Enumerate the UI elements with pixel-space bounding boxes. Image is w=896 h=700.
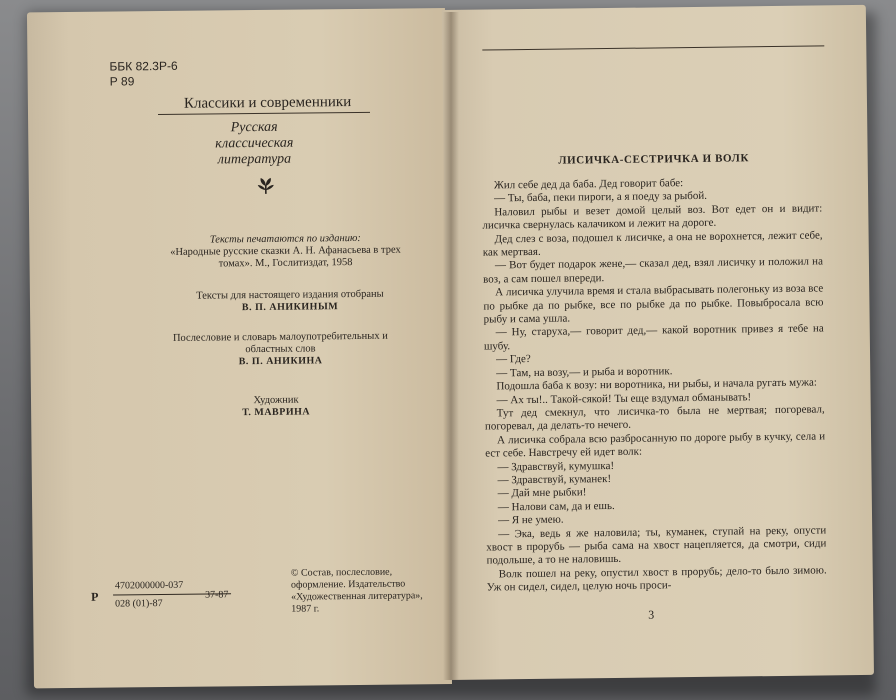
afterword-label: Послесловие и словарь малоупотребительных и областных слов [172, 330, 388, 356]
story-paragraph: — Дай мне рыбки! [497, 486, 587, 500]
source-text: «Народные русские сказки А. Н. Афанасьева в трех томах». М., Гослитиздат, 1958 [170, 244, 401, 270]
story-paragraph: А лисичка улучила время и стала выбрасывать полегоньку из воза все по рыбке да по рыбке, все по рыбке да по рыбке. Повыбросала всю рыбу и сама ушла. [483, 282, 824, 326]
story-paragraph: Дед слез с воза, подошел к лисичке, а она не ворохнется, лежит себе, как мертвая. [482, 229, 823, 259]
selection-label: Тексты для настоящего издания отобраны [196, 288, 384, 302]
book-gutter [443, 12, 459, 680]
bbk-code [109, 59, 177, 90]
story-paragraph: — Я не умею. [497, 513, 564, 527]
story-paragraph: Волк пошел на реку, опустил хвост в прорубь; дело-то было зимою. Уж он сидел, сидел, целую ночь проси- [486, 564, 827, 594]
catalog-letter: Р [90, 589, 99, 604]
story-paragraph: — Здравствуй, куманек! [497, 472, 612, 487]
story-paragraph: — Эка, ведь я же наловила; ты, куманек, ступай на реку, опусти хвост в прорубь — рыба сама на хвост нацепляется, да смотри, сиди подольше, а то не наловишь. [486, 523, 827, 567]
story-paragraph: — Ах ты!.. Такой-сякой! Ты еще вздумал обманывать! [496, 390, 752, 406]
story-paragraph: Жил себе дед да баба. Дед говорит бабе: [493, 177, 684, 192]
artist-credit [201, 394, 351, 420]
selection-name: В. П. АНИКИНЫМ [241, 301, 339, 314]
catalog-number-bottom: 028 (01)-87 [115, 598, 163, 610]
catalog-number-right: 37-87 [204, 589, 229, 601]
afterword-credit [160, 331, 400, 370]
story-paragraph: — Здравствуй, кумушка! [497, 459, 615, 473]
artist-name: Т. МАВРИНА [242, 406, 311, 419]
story-paragraph: — Налови сам, да и ешь. [497, 499, 615, 514]
story-paragraph: — Где? [496, 353, 531, 366]
leaf-emblem-icon [255, 176, 277, 201]
copyright-note: © Состав, послесловие, оформление. Издательство «Художественная литература», 1987 г. [290, 566, 423, 615]
afterword-name: В. П. АНИКИНА [238, 355, 323, 368]
story-paragraph: — Ты, баба, пеки пироги, а я поеду за рыбой. [494, 190, 708, 205]
story-paragraph: Наловил рыбы и везет домой целый воз. Вот едет он и видит: лисичка свернулась калачиком и лежит на дороге. [482, 202, 823, 232]
story-paragraph: — Ну, старуха,— говорит дед,— какой воротник привез я тебе на шубу. [483, 322, 824, 353]
series-title: Классики и современники [183, 94, 352, 112]
header-rule [482, 45, 824, 50]
source-heading: Тексты печатаются по изданию: [209, 232, 361, 246]
story-paragraph: — Вот будет подарок жене,— сказал дед, взял лисичку и положил на воз, а сам пошел впереди. [483, 255, 823, 286]
story-paragraph: Тут дед смекнул, что лисичка-то была не мертвая; погоревал, погоревал, да делать-то нечего. [484, 403, 825, 433]
right-page [442, 5, 874, 680]
story-text [482, 175, 827, 595]
story-title: ЛИСИЧКА-СЕСТРИЧКА И ВОЛК [558, 152, 750, 167]
story-paragraph: — Там, на возу,— и рыба и воротник. [496, 364, 673, 380]
story-paragraph: Подошла баба к возу: ни воротника, ни рыбы, и начала ругать мужа: [496, 376, 818, 393]
bbk-code-line1: ББК 82.3Р-6 [109, 58, 178, 74]
story-paragraph: А лисичка собрала всю разбросанную по дороге рыбу в кучку, села и ест себе. Навстречу ей идет волк: [485, 430, 826, 460]
page-number: 3 [648, 607, 655, 622]
series-subtitle: Русская классическая литература [215, 119, 294, 168]
left-page [27, 8, 452, 688]
catalog-number-top: 4702000000-037 [114, 579, 184, 592]
selection-credit [170, 288, 410, 315]
artist-label: Художник [253, 394, 299, 407]
source-note [155, 232, 415, 271]
bbk-code-line2: Р 89 [109, 74, 135, 89]
